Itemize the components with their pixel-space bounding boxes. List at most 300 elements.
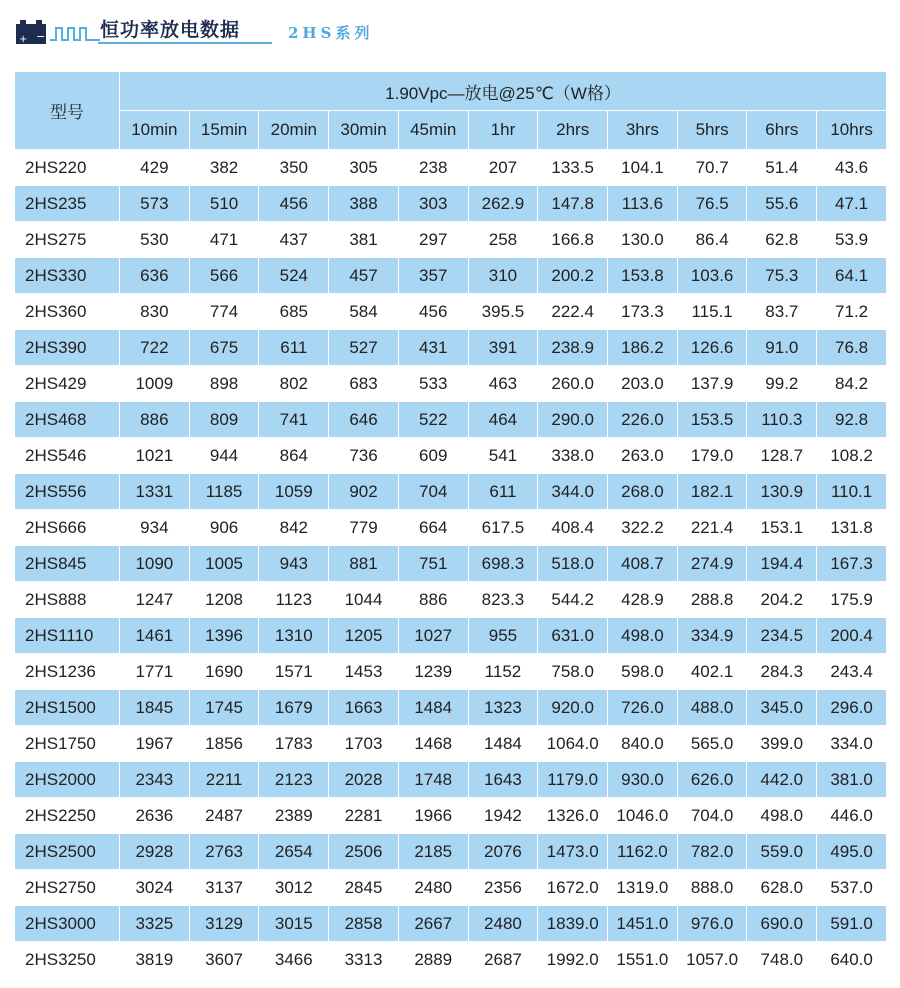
value-cell: 2480 xyxy=(468,906,538,942)
value-cell: 2480 xyxy=(398,870,468,906)
discharge-table xyxy=(14,71,887,978)
value-cell: 3313 xyxy=(329,942,399,978)
value-cell: 1046.0 xyxy=(608,798,678,834)
value-cell: 75.3 xyxy=(747,258,817,294)
value-cell: 566 xyxy=(189,258,259,294)
value-cell: 537.0 xyxy=(817,870,887,906)
value-cell: 76.8 xyxy=(817,330,887,366)
value-cell: 683 xyxy=(329,366,399,402)
value-cell: 704.0 xyxy=(677,798,747,834)
value-cell: 751 xyxy=(398,546,468,582)
value-cell: 288.8 xyxy=(677,582,747,618)
value-cell: 179.0 xyxy=(677,438,747,474)
value-cell: 1396 xyxy=(189,618,259,654)
svg-text:+: + xyxy=(19,34,28,45)
value-cell: 955 xyxy=(468,618,538,654)
table-row xyxy=(15,726,887,762)
value-cell: 382 xyxy=(189,150,259,186)
value-cell: 1005 xyxy=(189,546,259,582)
value-cell: 488.0 xyxy=(677,690,747,726)
value-cell: 1845 xyxy=(120,690,190,726)
value-cell: 3012 xyxy=(259,870,329,906)
model-cell: 2HS235 xyxy=(15,186,120,222)
value-cell: 726.0 xyxy=(608,690,678,726)
value-cell: 1690 xyxy=(189,654,259,690)
value-cell: 2389 xyxy=(259,798,329,834)
value-cell: 381.0 xyxy=(817,762,887,798)
value-cell: 334.0 xyxy=(817,726,887,762)
value-cell: 906 xyxy=(189,510,259,546)
value-cell: 3466 xyxy=(259,942,329,978)
value-cell: 284.3 xyxy=(747,654,817,690)
value-cell: 1059 xyxy=(259,474,329,510)
value-cell: 153.1 xyxy=(747,510,817,546)
value-cell: 2076 xyxy=(468,834,538,870)
value-cell: 429 xyxy=(120,150,190,186)
value-cell: 1451.0 xyxy=(608,906,678,942)
value-cell: 402.1 xyxy=(677,654,747,690)
value-cell: 611 xyxy=(468,474,538,510)
value-cell: 395.5 xyxy=(468,294,538,330)
table-row xyxy=(15,618,887,654)
column-header: 6hrs xyxy=(747,111,817,150)
value-cell: 1679 xyxy=(259,690,329,726)
value-cell: 1468 xyxy=(398,726,468,762)
value-cell: 2763 xyxy=(189,834,259,870)
value-cell: 1310 xyxy=(259,618,329,654)
value-cell: 182.1 xyxy=(677,474,747,510)
value-cell: 130.9 xyxy=(747,474,817,510)
model-cell: 2HS360 xyxy=(15,294,120,330)
value-cell: 1672.0 xyxy=(538,870,608,906)
table-row xyxy=(15,546,887,582)
value-cell: 128.7 xyxy=(747,438,817,474)
model-cell: 2HS2750 xyxy=(15,870,120,906)
table-row xyxy=(15,798,887,834)
value-cell: 456 xyxy=(398,294,468,330)
value-cell: 2845 xyxy=(329,870,399,906)
value-cell: 92.8 xyxy=(817,402,887,438)
model-cell: 2HS3250 xyxy=(15,942,120,978)
value-cell: 64.1 xyxy=(817,258,887,294)
value-cell: 260.0 xyxy=(538,366,608,402)
value-cell: 1966 xyxy=(398,798,468,834)
model-cell: 2HS2000 xyxy=(15,762,120,798)
value-cell: 541 xyxy=(468,438,538,474)
value-cell: 842 xyxy=(259,510,329,546)
value-cell: 221.4 xyxy=(677,510,747,546)
value-cell: 1484 xyxy=(468,726,538,762)
model-cell: 2HS845 xyxy=(15,546,120,582)
value-cell: 1208 xyxy=(189,582,259,618)
value-cell: 1771 xyxy=(120,654,190,690)
value-cell: 126.6 xyxy=(677,330,747,366)
model-cell: 2HS546 xyxy=(15,438,120,474)
value-cell: 1239 xyxy=(398,654,468,690)
value-cell: 598.0 xyxy=(608,654,678,690)
value-cell: 296.0 xyxy=(817,690,887,726)
column-header: 10hrs xyxy=(817,111,887,150)
model-cell: 2HS330 xyxy=(15,258,120,294)
table-row xyxy=(15,150,887,186)
value-cell: 1551.0 xyxy=(608,942,678,978)
value-cell: 565.0 xyxy=(677,726,747,762)
value-cell: 115.1 xyxy=(677,294,747,330)
value-cell: 3129 xyxy=(189,906,259,942)
value-cell: 303 xyxy=(398,186,468,222)
value-cell: 3137 xyxy=(189,870,259,906)
value-cell: 2343 xyxy=(120,762,190,798)
value-cell: 943 xyxy=(259,546,329,582)
table-row xyxy=(15,330,887,366)
value-cell: 1663 xyxy=(329,690,399,726)
model-cell: 2HS275 xyxy=(15,222,120,258)
value-cell: 153.5 xyxy=(677,402,747,438)
value-cell: 1942 xyxy=(468,798,538,834)
value-cell: 522 xyxy=(398,402,468,438)
value-cell: 628.0 xyxy=(747,870,817,906)
model-cell: 2HS2500 xyxy=(15,834,120,870)
value-cell: 133.5 xyxy=(538,150,608,186)
value-cell: 388 xyxy=(329,186,399,222)
value-cell: 3819 xyxy=(120,942,190,978)
value-cell: 2667 xyxy=(398,906,468,942)
table-row xyxy=(15,258,887,294)
value-cell: 1205 xyxy=(329,618,399,654)
model-cell: 2HS1110 xyxy=(15,618,120,654)
value-cell: 55.6 xyxy=(747,186,817,222)
value-cell: 631.0 xyxy=(538,618,608,654)
value-cell: 698.3 xyxy=(468,546,538,582)
model-cell: 2HS390 xyxy=(15,330,120,366)
value-cell: 408.4 xyxy=(538,510,608,546)
value-cell: 1027 xyxy=(398,618,468,654)
value-cell: 234.5 xyxy=(747,618,817,654)
value-cell: 2506 xyxy=(329,834,399,870)
battery-icon xyxy=(14,18,48,46)
value-cell: 1748 xyxy=(398,762,468,798)
column-header: 10min xyxy=(120,111,190,150)
table-row xyxy=(15,366,887,402)
value-cell: 86.4 xyxy=(677,222,747,258)
value-cell: 2636 xyxy=(120,798,190,834)
value-cell: 1057.0 xyxy=(677,942,747,978)
table-row xyxy=(15,510,887,546)
value-cell: 758.0 xyxy=(538,654,608,690)
value-cell: 1090 xyxy=(120,546,190,582)
value-cell: 108.2 xyxy=(817,438,887,474)
value-cell: 334.9 xyxy=(677,618,747,654)
value-cell: 186.2 xyxy=(608,330,678,366)
series-label: 2HS系列 xyxy=(288,24,374,42)
value-cell: 646 xyxy=(329,402,399,438)
value-cell: 173.3 xyxy=(608,294,678,330)
value-cell: 2281 xyxy=(329,798,399,834)
table-row xyxy=(15,582,887,618)
value-cell: 1643 xyxy=(468,762,538,798)
value-cell: 322.2 xyxy=(608,510,678,546)
value-cell: 888.0 xyxy=(677,870,747,906)
value-cell: 2858 xyxy=(329,906,399,942)
value-cell: 166.8 xyxy=(538,222,608,258)
table-row xyxy=(15,222,887,258)
value-cell: 779 xyxy=(329,510,399,546)
value-cell: 1967 xyxy=(120,726,190,762)
value-cell: 263.0 xyxy=(608,438,678,474)
value-cell: 207 xyxy=(468,150,538,186)
value-cell: 1179.0 xyxy=(538,762,608,798)
group-header: 1.90Vpc—放电@25℃（W格） xyxy=(120,72,887,111)
value-cell: 297 xyxy=(398,222,468,258)
value-cell: 110.1 xyxy=(817,474,887,510)
value-cell: 840.0 xyxy=(608,726,678,762)
value-cell: 408.7 xyxy=(608,546,678,582)
value-cell: 463 xyxy=(468,366,538,402)
value-cell: 1571 xyxy=(259,654,329,690)
table-row xyxy=(15,762,887,798)
value-cell: 498.0 xyxy=(747,798,817,834)
value-cell: 722 xyxy=(120,330,190,366)
value-cell: 153.8 xyxy=(608,258,678,294)
value-cell: 1185 xyxy=(189,474,259,510)
value-cell: 741 xyxy=(259,402,329,438)
value-cell: 1162.0 xyxy=(608,834,678,870)
value-cell: 62.8 xyxy=(747,222,817,258)
table-row xyxy=(15,834,887,870)
value-cell: 226.0 xyxy=(608,402,678,438)
column-header: 15min xyxy=(189,111,259,150)
value-cell: 43.6 xyxy=(817,150,887,186)
value-cell: 881 xyxy=(329,546,399,582)
value-cell: 976.0 xyxy=(677,906,747,942)
value-cell: 3325 xyxy=(120,906,190,942)
value-cell: 428.9 xyxy=(608,582,678,618)
value-cell: 130.0 xyxy=(608,222,678,258)
table-row xyxy=(15,186,887,222)
model-header: 型号 xyxy=(15,72,120,150)
value-cell: 1323 xyxy=(468,690,538,726)
value-cell: 685 xyxy=(259,294,329,330)
value-cell: 137.9 xyxy=(677,366,747,402)
table-row xyxy=(15,654,887,690)
value-cell: 262.9 xyxy=(468,186,538,222)
value-cell: 527 xyxy=(329,330,399,366)
value-cell: 704 xyxy=(398,474,468,510)
value-cell: 457 xyxy=(329,258,399,294)
value-cell: 437 xyxy=(259,222,329,258)
model-cell: 2HS1236 xyxy=(15,654,120,690)
value-cell: 103.6 xyxy=(677,258,747,294)
table-row xyxy=(15,438,887,474)
table-row xyxy=(15,870,887,906)
value-cell: 471 xyxy=(189,222,259,258)
value-cell: 544.2 xyxy=(538,582,608,618)
value-cell: 1326.0 xyxy=(538,798,608,834)
value-cell: 748.0 xyxy=(747,942,817,978)
model-cell: 2HS1750 xyxy=(15,726,120,762)
model-cell: 2HS468 xyxy=(15,402,120,438)
value-cell: 3607 xyxy=(189,942,259,978)
value-cell: 510 xyxy=(189,186,259,222)
model-cell: 2HS3000 xyxy=(15,906,120,942)
value-cell: 51.4 xyxy=(747,150,817,186)
value-cell: 70.7 xyxy=(677,150,747,186)
value-cell: 310 xyxy=(468,258,538,294)
model-cell: 2HS429 xyxy=(15,366,120,402)
value-cell: 2487 xyxy=(189,798,259,834)
value-cell: 243.4 xyxy=(817,654,887,690)
value-cell: 617.5 xyxy=(468,510,538,546)
column-header: 5hrs xyxy=(677,111,747,150)
value-cell: 864 xyxy=(259,438,329,474)
value-cell: 898 xyxy=(189,366,259,402)
table-row xyxy=(15,690,887,726)
value-cell: 2687 xyxy=(468,942,538,978)
column-header: 3hrs xyxy=(608,111,678,150)
value-cell: 675 xyxy=(189,330,259,366)
wave-line-icon xyxy=(50,24,100,44)
value-cell: 1319.0 xyxy=(608,870,678,906)
value-cell: 446.0 xyxy=(817,798,887,834)
value-cell: 886 xyxy=(398,582,468,618)
value-cell: 305 xyxy=(329,150,399,186)
value-cell: 131.8 xyxy=(817,510,887,546)
value-cell: 381 xyxy=(329,222,399,258)
value-cell: 1839.0 xyxy=(538,906,608,942)
value-cell: 258 xyxy=(468,222,538,258)
value-cell: 664 xyxy=(398,510,468,546)
value-cell: 886 xyxy=(120,402,190,438)
column-header: 1hr xyxy=(468,111,538,150)
value-cell: 2889 xyxy=(398,942,468,978)
value-cell: 1021 xyxy=(120,438,190,474)
value-cell: 934 xyxy=(120,510,190,546)
value-cell: 809 xyxy=(189,402,259,438)
value-cell: 3024 xyxy=(120,870,190,906)
value-cell: 203.0 xyxy=(608,366,678,402)
value-cell: 167.3 xyxy=(817,546,887,582)
value-cell: 498.0 xyxy=(608,618,678,654)
value-cell: 559.0 xyxy=(747,834,817,870)
value-cell: 609 xyxy=(398,438,468,474)
value-cell: 53.9 xyxy=(817,222,887,258)
value-cell: 3015 xyxy=(259,906,329,942)
value-cell: 736 xyxy=(329,438,399,474)
value-cell: 1745 xyxy=(189,690,259,726)
value-cell: 238.9 xyxy=(538,330,608,366)
value-cell: 524 xyxy=(259,258,329,294)
value-cell: 344.0 xyxy=(538,474,608,510)
value-cell: 1484 xyxy=(398,690,468,726)
column-header: 2hrs xyxy=(538,111,608,150)
value-cell: 91.0 xyxy=(747,330,817,366)
value-cell: 533 xyxy=(398,366,468,402)
value-cell: 1703 xyxy=(329,726,399,762)
value-cell: 222.4 xyxy=(538,294,608,330)
value-cell: 690.0 xyxy=(747,906,817,942)
value-cell: 930.0 xyxy=(608,762,678,798)
svg-text:−: − xyxy=(36,30,46,43)
value-cell: 464 xyxy=(468,402,538,438)
value-cell: 782.0 xyxy=(677,834,747,870)
model-cell: 2HS220 xyxy=(15,150,120,186)
value-cell: 636 xyxy=(120,258,190,294)
model-cell: 2HS556 xyxy=(15,474,120,510)
value-cell: 1152 xyxy=(468,654,538,690)
value-cell: 274.9 xyxy=(677,546,747,582)
value-cell: 1044 xyxy=(329,582,399,618)
table-row xyxy=(15,294,887,330)
value-cell: 175.9 xyxy=(817,582,887,618)
table-row xyxy=(15,474,887,510)
value-cell: 518.0 xyxy=(538,546,608,582)
value-cell: 573 xyxy=(120,186,190,222)
value-cell: 1783 xyxy=(259,726,329,762)
value-cell: 357 xyxy=(398,258,468,294)
table-row xyxy=(15,942,887,978)
value-cell: 345.0 xyxy=(747,690,817,726)
value-cell: 1856 xyxy=(189,726,259,762)
value-cell: 1247 xyxy=(120,582,190,618)
value-cell: 391 xyxy=(468,330,538,366)
value-cell: 431 xyxy=(398,330,468,366)
value-cell: 147.8 xyxy=(538,186,608,222)
value-cell: 1992.0 xyxy=(538,942,608,978)
model-cell: 2HS1500 xyxy=(15,690,120,726)
value-cell: 47.1 xyxy=(817,186,887,222)
value-cell: 83.7 xyxy=(747,294,817,330)
value-cell: 110.3 xyxy=(747,402,817,438)
value-cell: 290.0 xyxy=(538,402,608,438)
value-cell: 1461 xyxy=(120,618,190,654)
value-cell: 640.0 xyxy=(817,942,887,978)
value-cell: 830 xyxy=(120,294,190,330)
column-header: 45min xyxy=(398,111,468,150)
value-cell: 774 xyxy=(189,294,259,330)
value-cell: 442.0 xyxy=(747,762,817,798)
value-cell: 1009 xyxy=(120,366,190,402)
value-cell: 76.5 xyxy=(677,186,747,222)
value-cell: 2211 xyxy=(189,762,259,798)
value-cell: 1123 xyxy=(259,582,329,618)
value-cell: 626.0 xyxy=(677,762,747,798)
column-header: 30min xyxy=(329,111,399,150)
value-cell: 584 xyxy=(329,294,399,330)
value-cell: 268.0 xyxy=(608,474,678,510)
value-cell: 1473.0 xyxy=(538,834,608,870)
table-row xyxy=(15,906,887,942)
value-cell: 194.4 xyxy=(747,546,817,582)
model-cell: 2HS666 xyxy=(15,510,120,546)
value-cell: 99.2 xyxy=(747,366,817,402)
value-cell: 350 xyxy=(259,150,329,186)
value-cell: 200.4 xyxy=(817,618,887,654)
page-header xyxy=(0,0,900,64)
value-cell: 2356 xyxy=(468,870,538,906)
value-cell: 823.3 xyxy=(468,582,538,618)
value-cell: 200.2 xyxy=(538,258,608,294)
value-cell: 920.0 xyxy=(538,690,608,726)
value-cell: 84.2 xyxy=(817,366,887,402)
model-cell: 2HS888 xyxy=(15,582,120,618)
value-cell: 204.2 xyxy=(747,582,817,618)
value-cell: 2185 xyxy=(398,834,468,870)
value-cell: 2028 xyxy=(329,762,399,798)
model-cell: 2HS2250 xyxy=(15,798,120,834)
value-cell: 338.0 xyxy=(538,438,608,474)
value-cell: 944 xyxy=(189,438,259,474)
table-row xyxy=(15,402,887,438)
